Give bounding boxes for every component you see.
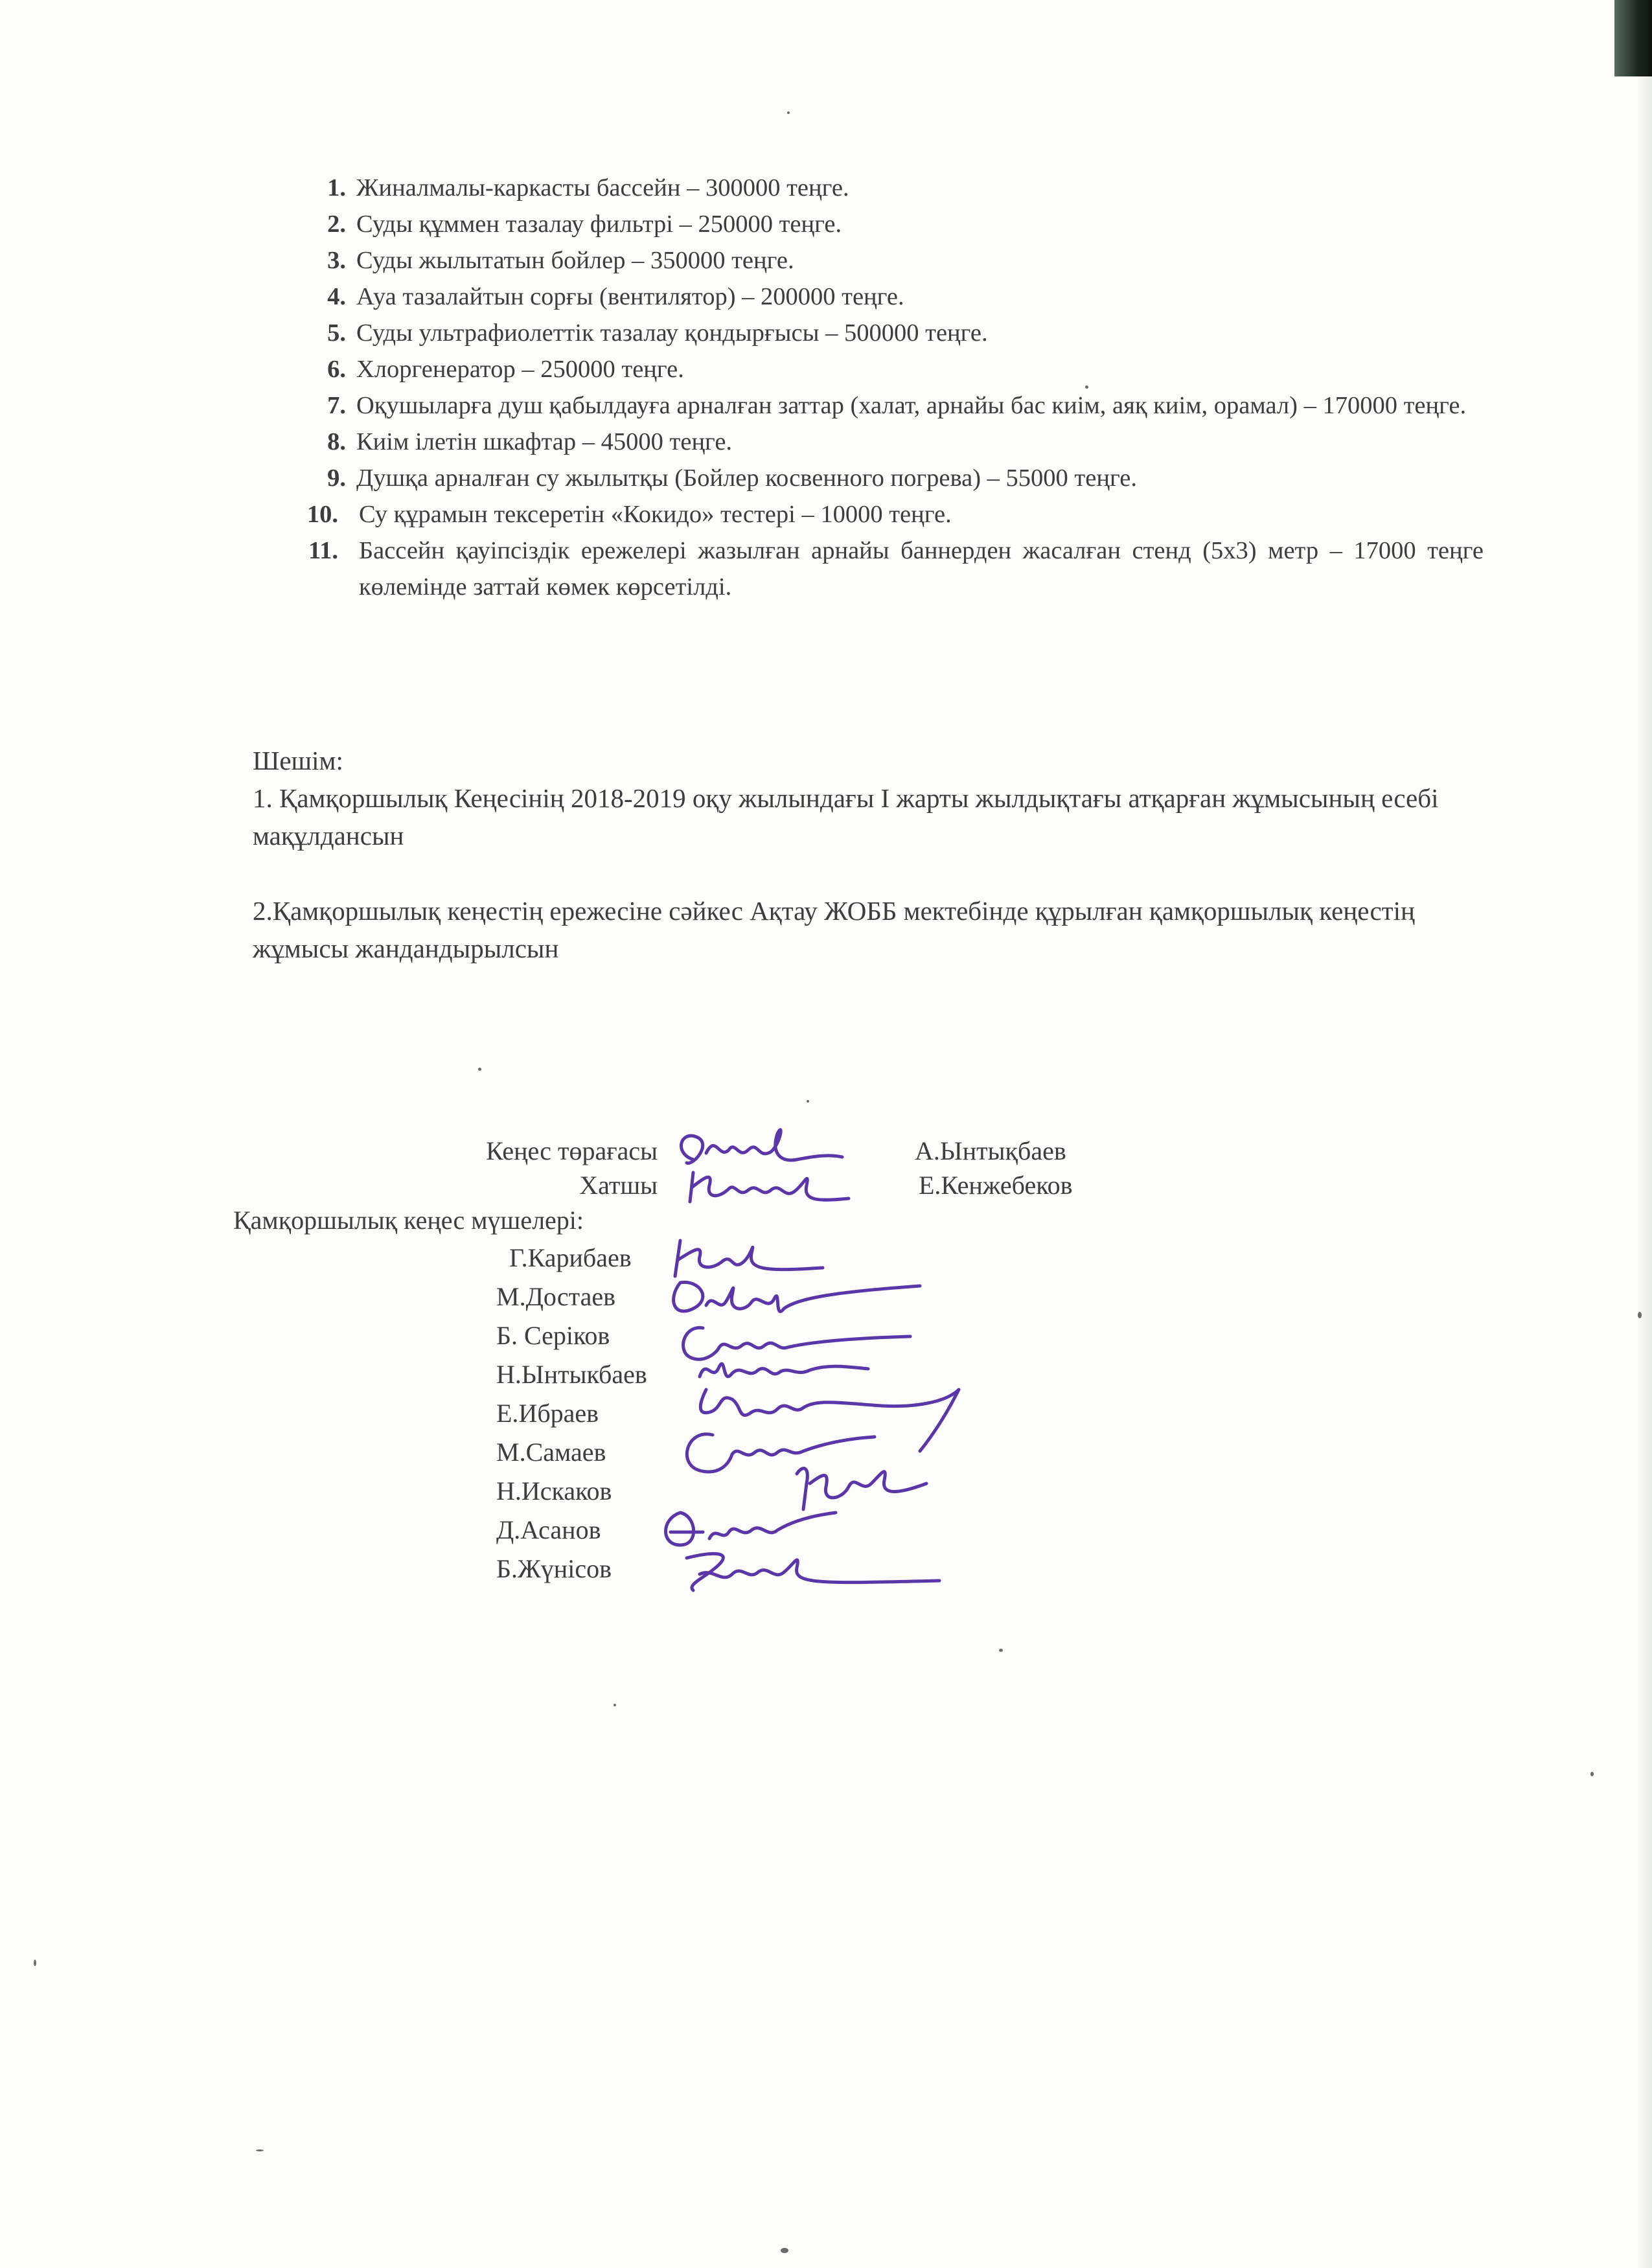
member-name: Г.Карибаев [509, 1243, 632, 1272]
item-number: 1. [327, 174, 346, 201]
member-name: Н.Ынтыкбаев [496, 1360, 647, 1389]
item-number: 4. [327, 283, 346, 310]
member-name: Б. Серіков [496, 1321, 610, 1350]
item-number: 6. [327, 356, 346, 383]
member-name: Н.Искаков [496, 1476, 612, 1506]
member-name: Д.Асанов [496, 1515, 601, 1544]
list-item [298, 170, 1484, 206]
scan-speck [256, 2149, 264, 2151]
item-text: Суды ультрафиолеттік тазалау қондырғысы – 500000 теңге. [356, 319, 988, 347]
member-name: М.Достаев [496, 1282, 615, 1311]
item-text: Бассейн қауіпсіздік ережелері жазылған арнайы баннерден жасалған стенд (5х3) метр – 17000 теңге көлемінде заттай көмек көрсетілді. [359, 537, 1484, 601]
chair-name: А.Ынтықбаев [915, 1136, 1066, 1165]
list-item [298, 424, 1484, 460]
item-text: Душқа арналған су жылытқы (Бойлер косвенного погрева) – 55000 теңге. [356, 464, 1137, 492]
list-item [298, 496, 1484, 533]
scan-speck [999, 1649, 1003, 1652]
list-item [298, 206, 1484, 242]
decision-heading: Шешім: [253, 746, 343, 775]
member-signature-image [674, 1545, 946, 1597]
decision-section [253, 742, 1484, 967]
decision-point-2: 2.Қамқоршылық кеңестің ережесіне сәйкес Ақтау ЖОББ мектебінде құрылған қамқоршылық кеңестің жұмысы жандандырылсын [253, 896, 1415, 963]
list-item [298, 279, 1484, 315]
scan-speck [1638, 1312, 1642, 1318]
chair-role: Кеңес төрағасы [486, 1136, 658, 1165]
member-name: Б.Жүнісов [496, 1554, 612, 1583]
list-item [298, 533, 1484, 605]
item-number: 3. [327, 247, 346, 274]
scan-edge-shadow [1638, 76, 1652, 2268]
secretary-signature-image [680, 1163, 855, 1208]
scan-speck [1085, 385, 1088, 389]
scan-speck [781, 2248, 788, 2253]
item-text: Суды жылытатын бойлер – 350000 теңге. [356, 247, 794, 274]
item-number: 10. [306, 501, 338, 528]
scan-corner-mark [1614, 0, 1652, 76]
decision-point-1: 1. Қамқоршылық Кеңесінің 2018-2019 оқу жылындағы І жарты жылдықтағы атқарған жұмысының есебі мақұлдансын [253, 783, 1439, 851]
scan-speck [614, 1704, 616, 1706]
item-text: Ауа тазалайтын сорғы (вентилятор) – 200000 теңге. [356, 283, 904, 310]
scan-speck [787, 111, 790, 114]
list-item [298, 351, 1484, 387]
item-number: 11. [308, 537, 338, 564]
item-text: Суды құммен тазалау фильтрі – 250000 теңге. [356, 211, 842, 238]
scan-speck [807, 1100, 809, 1103]
item-number: 9. [327, 464, 346, 492]
list-item [298, 460, 1484, 496]
donation-list [298, 170, 1484, 605]
item-number: 5. [327, 319, 346, 347]
member-name: Е.Ибраев [496, 1399, 599, 1428]
scan-speck [1590, 1772, 1594, 1776]
secretary-role: Хатшы [579, 1171, 658, 1200]
list-item [298, 387, 1484, 424]
secretary-name: Е.Кенжебеков [919, 1171, 1073, 1200]
list-item [298, 315, 1484, 351]
scan-speck [34, 1960, 36, 1966]
item-number: 2. [327, 211, 346, 238]
item-text: Хлоргенератор – 250000 теңге. [356, 356, 684, 383]
member-name: М.Самаев [496, 1438, 606, 1467]
list-item [298, 242, 1484, 279]
members-label: Қамқоршылық кеңес мүшелері: [233, 1206, 584, 1235]
scan-speck [478, 1068, 481, 1071]
item-text: Оқушыларға душ қабылдауға арналған заттар (халат, арнайы бас киім, аяқ киім, орамал) – 170000 теңге. [356, 392, 1467, 419]
item-text: Су құрамын тексеретін «Кокидо» тестері – 10000 теңге. [359, 501, 952, 528]
item-text: Жиналмалы-каркасты бассейн – 300000 теңге. [356, 174, 849, 201]
item-text: Киім ілетін шкафтар – 45000 теңге. [356, 428, 733, 455]
item-number: 7. [327, 392, 346, 419]
item-number: 8. [327, 428, 346, 455]
